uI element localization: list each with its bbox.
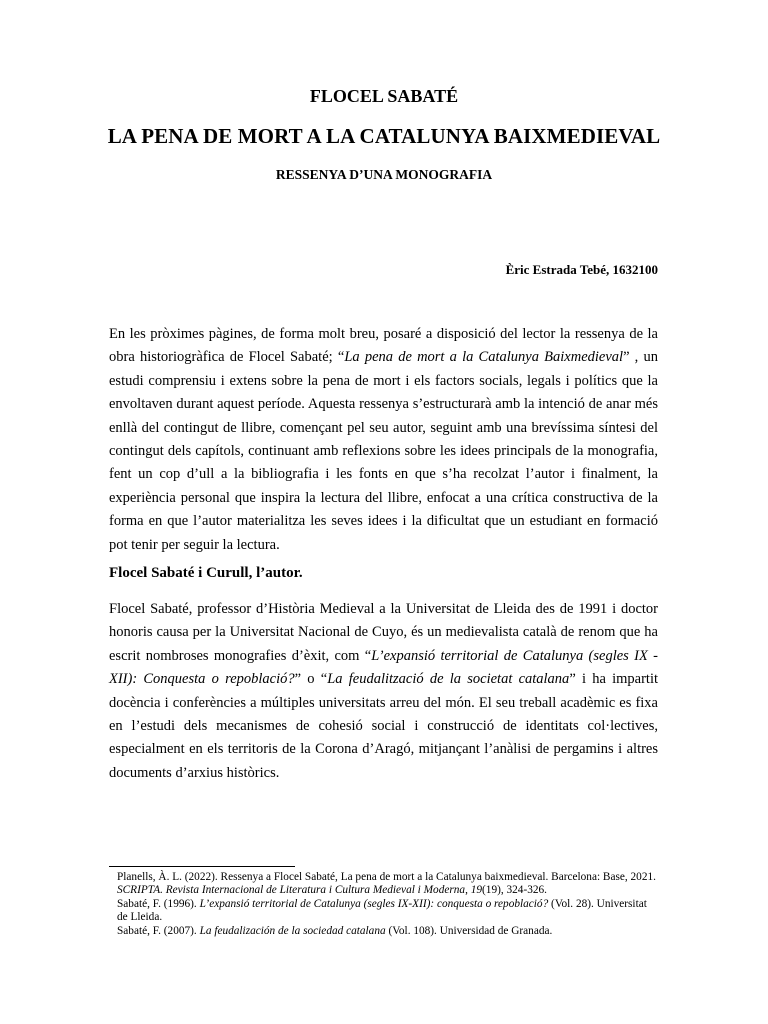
footnote-2-publisher: (Vol. 28). Universitat de Lleida. (117, 897, 647, 924)
author-paragraph (109, 598, 658, 785)
author-work-2: La feudalització de la societat catalana (327, 671, 570, 688)
review-subtitle: RESSENYA D’UNA MONOGRAFIA (275, 167, 493, 182)
footnote-1-sep: , (465, 884, 471, 897)
author-text-3: ” i ha impartit docència i conferències a múltiples universitats arreu del món. El seu treball acadèmic es fixa en l’estudi dels mecanismes de cohesió social i construcció de identitats col·lectives, especialment en els territoris de la Corona d’Aragó, mitjançant l’anàlisi de pergamins i altres documents d’arxius històrics. (109, 671, 659, 781)
intro-paragraph (109, 323, 658, 557)
footnote-2-title: L’expansió territorial de Catalunya (segles IX-XII): conquesta o repoblació? (199, 897, 549, 910)
footnote-3-text: Sabaté, F. (2007). (117, 924, 200, 937)
section-heading-author: Flocel Sabaté i Curull, l’autor. (109, 565, 303, 581)
author-work-1: L’expansió territorial de Catalunya (segles IX -XII): Conquesta o repoblació? (109, 647, 658, 688)
intro-text-1: En les pròximes pàgines, de forma molt breu, posaré a disposició del lector la ressenya de la obra historiogràfica de Flocel Sabaté; “ (109, 326, 658, 366)
intro-book-title: La pena de mort a la Catalunya Baixmedieval (344, 349, 624, 366)
footnote-separator (109, 866, 295, 867)
footnote-1-text: Planells, À. L. (2022). Ressenya a Flocel Sabaté, La pena de mort a la Catalunya baixmedieval. Barcelona: Base, 2021. (117, 871, 656, 883)
footnote-3 (109, 925, 658, 938)
footnotes (109, 871, 658, 938)
author-text-1: Flocel Sabaté, professor d’Història Medieval a la Universitat de Lleida des de 1991 i doctor honoris causa per la Universitat Nacional de Cuyo, és un medievalista català de renom que ha escrit nombroses monografies d’èxit, com “ (109, 601, 658, 664)
footnote-3-publisher: (Vol. 108). Universidad de Granada. (385, 924, 553, 937)
student-name: Èric Estrada Tebé, 1632100 (505, 262, 658, 277)
footnote-1-volume: 19 (470, 884, 483, 897)
footnote-3-title: La feudalización de la sociedad catalana (199, 924, 386, 937)
book-title: LA PENA DE MORT A LA CATALUNYA BAIXMEDIEVAL (107, 124, 661, 148)
footnote-2-text: Sabaté, F. (1996). (117, 897, 200, 910)
author-text-2: ” o “ (294, 671, 328, 688)
book-author: FLOCEL SABATÉ (309, 86, 459, 106)
footnote-1 (109, 871, 658, 898)
footnote-2 (109, 898, 658, 925)
intro-text-2: ” , un estudi comprensiu i extens sobre la pena de mort i els factors socials, legals i polítics que la envoltaven durant aquest període. Aquesta ressenya s’estructurarà amb la intenció de anar més enllà del contingut de llibre, començant pel seu autor, seguint amb una brevíssima síntesi del contingut dels capítols, continuant amb reflexions sobre les idees principals de la monografia, fent un cop d’ull a la bibliografia i les fonts en que s’ha recolzat l’autor i finalment, la experiència personal que inspira la lectura del llibre, enfocat a una crítica constructiva de la forma en que l’autor materialitza les seves idees i la dificultat que un estudiant en formació pot tenir per seguir la lectura. (109, 349, 659, 553)
footnote-1-pages: (19), 324-326. (482, 884, 547, 897)
footnote-1-journal: SCRIPTA. Revista Internacional de Literatura i Cultura Medieval i Moderna (117, 884, 466, 897)
